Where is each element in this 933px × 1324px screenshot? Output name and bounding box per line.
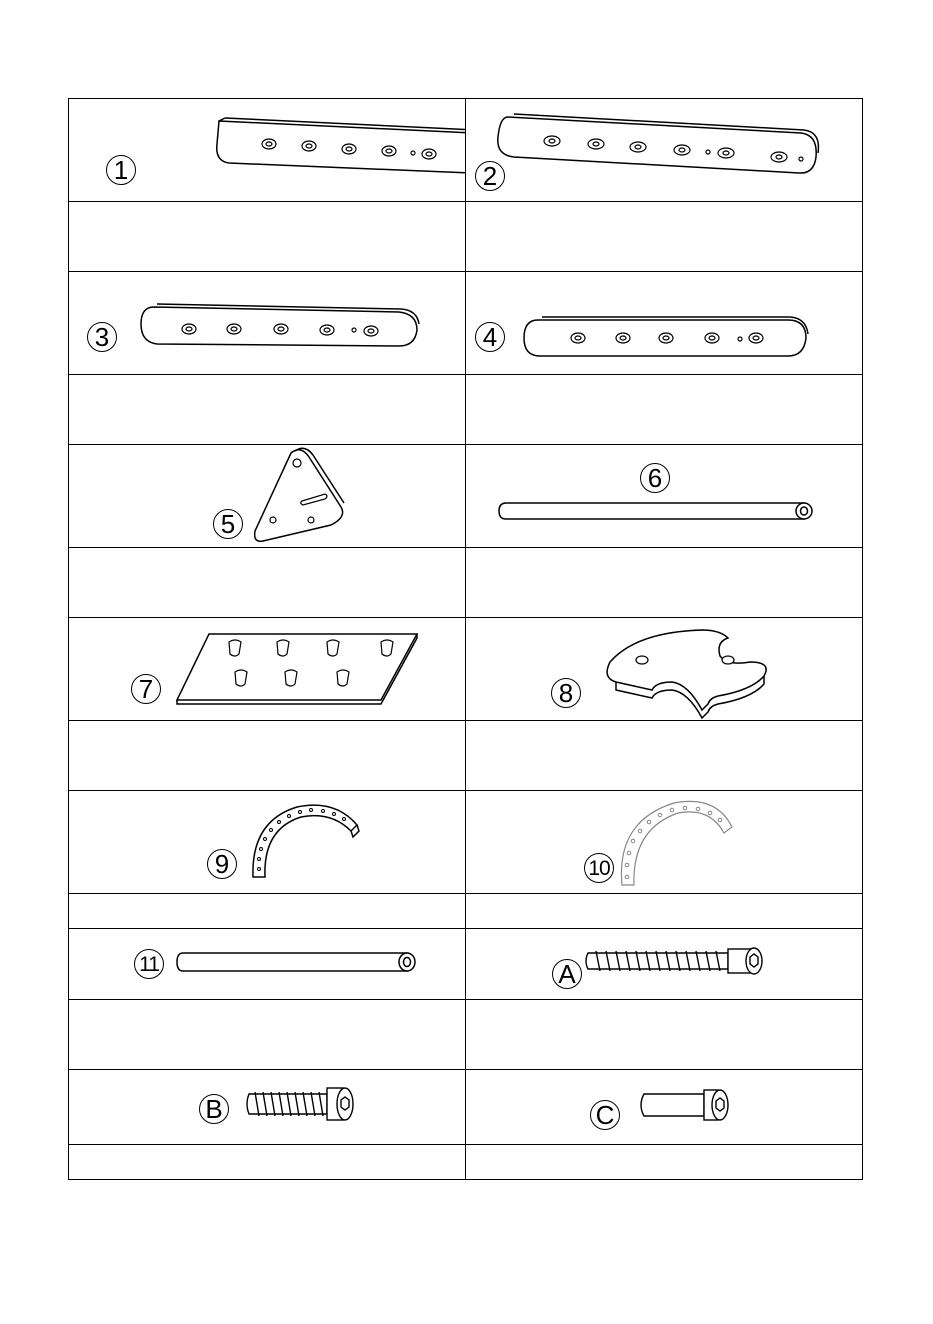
part-9-description — [69, 894, 466, 929]
tube-rod-icon — [466, 445, 850, 547]
long-screw-icon — [466, 929, 850, 999]
part-2-cell — [466, 99, 863, 202]
part-11-cell — [69, 929, 466, 1000]
part-3-cell — [69, 272, 466, 375]
part-B-description — [69, 1145, 466, 1180]
part-7-cell — [69, 618, 466, 721]
slotted-bar-long-icon — [466, 99, 850, 201]
part-number-badge: 8 — [551, 678, 581, 708]
triangle-bracket-icon — [69, 445, 466, 547]
part-2-description — [466, 202, 863, 272]
part-number-badge: 7 — [131, 674, 161, 704]
arc-bracket-icon — [69, 791, 466, 893]
part-5-description — [69, 548, 466, 618]
parts-table — [68, 98, 863, 1180]
slotted-bar-medium-icon — [466, 272, 850, 374]
part-C-cell — [466, 1070, 863, 1145]
short-bolt-icon — [69, 1070, 466, 1144]
part-A-cell — [466, 929, 863, 1000]
part-4-description — [466, 375, 863, 445]
part-B-cell — [69, 1070, 466, 1145]
part-number-badge: 3 — [87, 322, 117, 352]
barrel-nut-icon — [466, 1070, 850, 1144]
slotted-bar-long-icon — [69, 99, 466, 201]
part-10-cell — [466, 791, 863, 894]
part-number-badge: 4 — [475, 322, 505, 352]
part-1-description — [69, 202, 466, 272]
part-7-description — [69, 721, 466, 791]
part-number-badge: 5 — [213, 509, 243, 539]
part-number-badge: 10 — [584, 853, 614, 883]
part-A-description — [466, 1000, 863, 1070]
part-letter-badge: B — [199, 1094, 229, 1124]
part-number-badge: 2 — [475, 161, 505, 191]
part-number-badge: 11 — [134, 949, 164, 979]
part-number-badge: 1 — [106, 155, 136, 185]
part-8-cell — [466, 618, 863, 721]
tube-rod-icon — [69, 929, 466, 999]
part-5-cell — [69, 445, 466, 548]
part-number-badge: 6 — [640, 463, 670, 493]
part-9-cell — [69, 791, 466, 894]
part-6-description — [466, 548, 863, 618]
part-4-cell — [466, 272, 863, 375]
part-10-description — [466, 894, 863, 929]
part-C-description — [466, 1145, 863, 1180]
arc-bracket-icon — [466, 791, 850, 893]
part-letter-badge: C — [590, 1100, 620, 1130]
shelf-panel-icon — [69, 618, 466, 720]
part-11-description — [69, 1000, 466, 1070]
part-6-cell — [466, 445, 863, 548]
part-letter-badge: A — [552, 959, 582, 989]
slotted-bar-medium-icon — [69, 272, 466, 374]
part-number-badge: 9 — [207, 849, 237, 879]
part-1-cell — [69, 99, 466, 202]
curved-block-icon — [466, 618, 850, 720]
part-8-description — [466, 721, 863, 791]
part-3-description — [69, 375, 466, 445]
